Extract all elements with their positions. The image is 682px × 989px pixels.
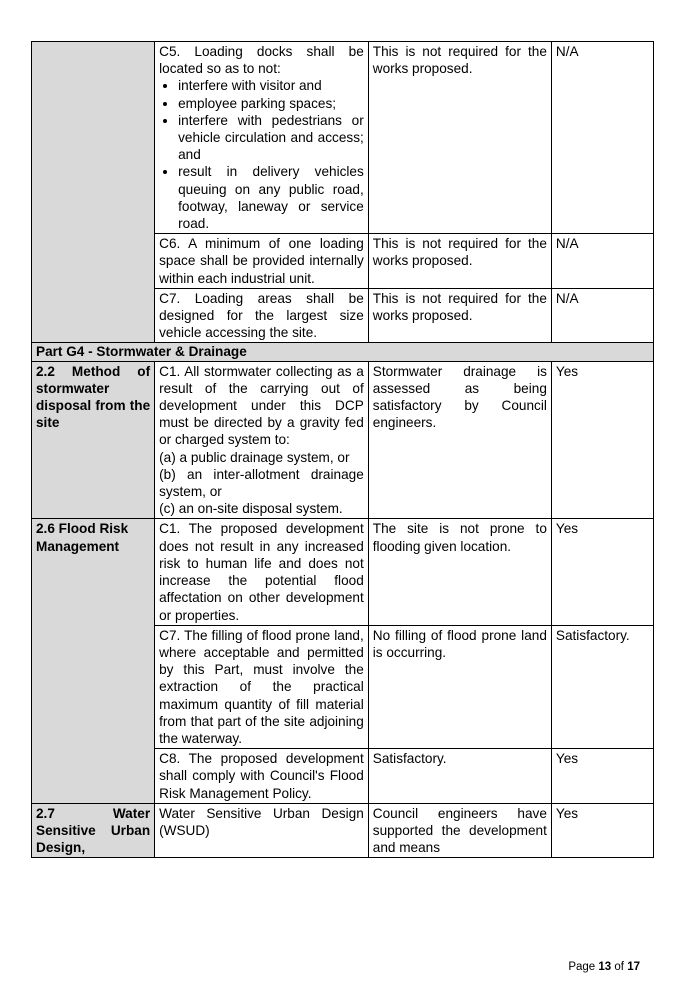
section-heading-cell: 2.6 Flood Risk Management [32, 519, 155, 803]
page-total: 17 [627, 961, 640, 973]
section-heading-cell: 2.2 Method of stormwater disposal from the site [32, 361, 155, 519]
requirement-option: (b) an inter-allotment drainage system, or [159, 466, 364, 500]
requirement-option: (c) an on-site disposal system. [159, 501, 343, 517]
bullet-list [159, 77, 364, 232]
comment-cell: No filling of flood prone land is occurring. [368, 625, 551, 748]
requirement-text: C5. Loading docks shall be located so as to not: [159, 44, 364, 77]
page-footer [0, 961, 640, 973]
table-row [32, 42, 654, 234]
section-heading-cell [32, 42, 155, 343]
requirement-cell: Water Sensitive Urban Design (WSUD) [155, 803, 369, 858]
compliance-table [31, 41, 654, 858]
comment-cell: Satisfactory. [368, 749, 551, 804]
section-heading-cell: 2.7 Water Sensitive Urban Design, [32, 803, 155, 858]
list-item: • result in delivery vehicles queuing on any public road, footway, laneway or service road. [178, 163, 364, 232]
comment-cell: This is not required for the works proposed. [368, 42, 551, 234]
comment-cell: This is not required for the works proposed. [368, 288, 551, 343]
compliance-cell: N/A [551, 234, 653, 289]
comment-cell: Council engineers have supported the development and means [368, 803, 551, 858]
requirement-cell: C8. The proposed development shall comply with Council's Flood Risk Management Policy. [155, 749, 369, 804]
compliance-cell: Yes [551, 749, 653, 804]
compliance-cell: N/A [551, 288, 653, 343]
list-item: • interfere with visitor and [178, 77, 364, 94]
list-item: • interfere with pedestrians or vehicle circulation and access; and [178, 112, 364, 164]
comment-cell: The site is not prone to flooding given location. [368, 519, 551, 625]
requirement-cell: C6. A minimum of one loading space shall be provided internally within each industrial unit. [155, 234, 369, 289]
page-label: Page [568, 961, 596, 973]
requirement-cell: C7. Loading areas shall be designed for the largest size vehicle accessing the site. [155, 288, 369, 343]
requirement-option: (a) a public drainage system, or [159, 449, 350, 465]
table-row [32, 361, 654, 519]
requirement-cell: C7. The filling of flood prone land, where acceptable and permitted by this Part, must involve the extraction of the practical maximum quantity of fill material from that part of the site adjoining the waterway. [155, 625, 369, 748]
table-row [32, 519, 654, 625]
page-current: 13 [598, 961, 612, 973]
table-row [32, 803, 654, 858]
requirement-text: C1. All stormwater collecting as a result of the carrying out of development under this DCP must be directed by a gravity fed or charged system to: [159, 363, 364, 448]
comment-cell: Stormwater drainage is assessed as being satisfactory by Council engineers. [368, 361, 551, 519]
part-heading: Part G4 - Stormwater & Drainage [32, 343, 654, 361]
page-of: of [614, 961, 624, 973]
compliance-cell: Yes [551, 519, 653, 625]
comment-cell: This is not required for the works proposed. [368, 234, 551, 289]
part-heading-row [32, 343, 654, 361]
compliance-cell: Satisfactory. [551, 625, 653, 748]
requirement-cell [155, 42, 369, 234]
compliance-cell: N/A [551, 42, 653, 234]
compliance-cell: Yes [551, 803, 653, 858]
compliance-cell: Yes [551, 361, 653, 519]
list-item: • employee parking spaces; [178, 95, 364, 112]
requirement-cell: C1. The proposed development does not result in any increased risk to human life and does not increase the potential flood affectation on other development or properties. [155, 519, 369, 625]
requirement-cell [155, 361, 369, 519]
